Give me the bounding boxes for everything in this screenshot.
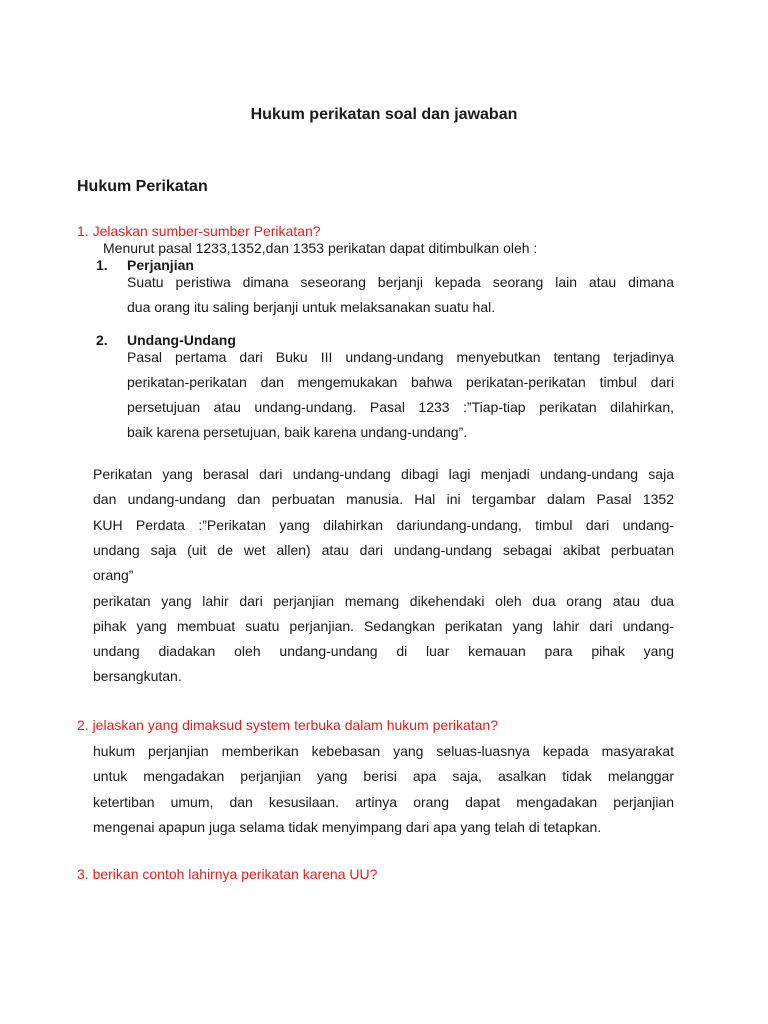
- item-2-label: Undang-Undang: [127, 332, 236, 348]
- q2-answer-line: untuk mengadakan perjanjian yang berisi apa saja, asalkan tidak melanggar: [93, 768, 674, 784]
- q2-answer-line: mengenai apapun juga selama tidak menyimpang dari apa yang telah di tetapkan.: [93, 819, 602, 835]
- question-3: 3. berikan contoh lahirnya perikatan karena UU?: [77, 866, 378, 882]
- q2-answer-line: ketertiban umum, dan kesusilaan. artinya orang dapat mengadakan perjanjian: [93, 794, 674, 810]
- item-2-line: perikatan-perikatan dan mengemukakan bahwa perikatan-perikatan timbul dari: [127, 374, 674, 390]
- para1-line: Perikatan yang berasal dari undang-undang dibagi lagi menjadi undang-undang saja: [93, 466, 674, 482]
- item-2-number: 2.: [96, 332, 108, 348]
- item-1-number: 1.: [96, 257, 108, 273]
- section-heading: Hukum Perikatan: [77, 178, 208, 195]
- question-1: 1. Jelaskan sumber-sumber Perikatan?: [77, 223, 321, 239]
- para2-line: perikatan yang lahir dari perjanjian memang dikehendaki oleh dua orang atau dua: [93, 593, 674, 609]
- document-title: Hukum perikatan soal dan jawaban: [250, 106, 518, 123]
- para2-line: bersangkutan.: [93, 668, 182, 684]
- q1-intro: Menurut pasal 1233,1352,dan 1353 perikatan dapat ditimbulkan oleh :: [103, 240, 538, 256]
- para2-line: pihak yang membuat suatu perjanjian. Sedangkan perikatan yang lahir dari undang-: [93, 618, 674, 634]
- para1-line: orang”: [93, 567, 134, 583]
- para1-line: dan undang-undang dan perbuatan manusia. Hal ini tergambar dalam Pasal 1352: [93, 491, 674, 507]
- item-1-label: Perjanjian: [127, 257, 194, 273]
- item-1-line: Suatu peristiwa dimana seseorang berjanji kepada seorang lain atau dimana: [127, 274, 674, 290]
- q2-answer-line: hukum perjanjian memberikan kebebasan yang seluas-luasnya kepada masyarakat: [93, 743, 674, 759]
- para1-line: KUH Perdata :”Perikatan yang dilahirkan dariundang-undang, timbul dari undang-: [93, 517, 674, 533]
- item-2-line: baik karena persetujuan, baik karena undang-undang”.: [127, 424, 468, 440]
- para1-line: undang saja (uit de wet allen) atau dari undang-undang sebagai akibat perbuatan: [93, 542, 674, 558]
- item-2-line: Pasal pertama dari Buku III undang-undang menyebutkan tentang terjadinya: [127, 349, 674, 365]
- item-2-line: persetujuan atau undang-undang. Pasal 1233 :”Tiap-tiap perikatan dilahirkan,: [127, 399, 674, 415]
- para2-line: undang diadakan oleh undang-undang di luar kemauan para pihak yang: [93, 643, 674, 659]
- item-1-line: dua orang itu saling berjanji untuk melaksanakan suatu hal.: [127, 299, 496, 315]
- question-2: 2. jelaskan yang dimaksud system terbuka dalam hukum perikatan?: [77, 717, 498, 733]
